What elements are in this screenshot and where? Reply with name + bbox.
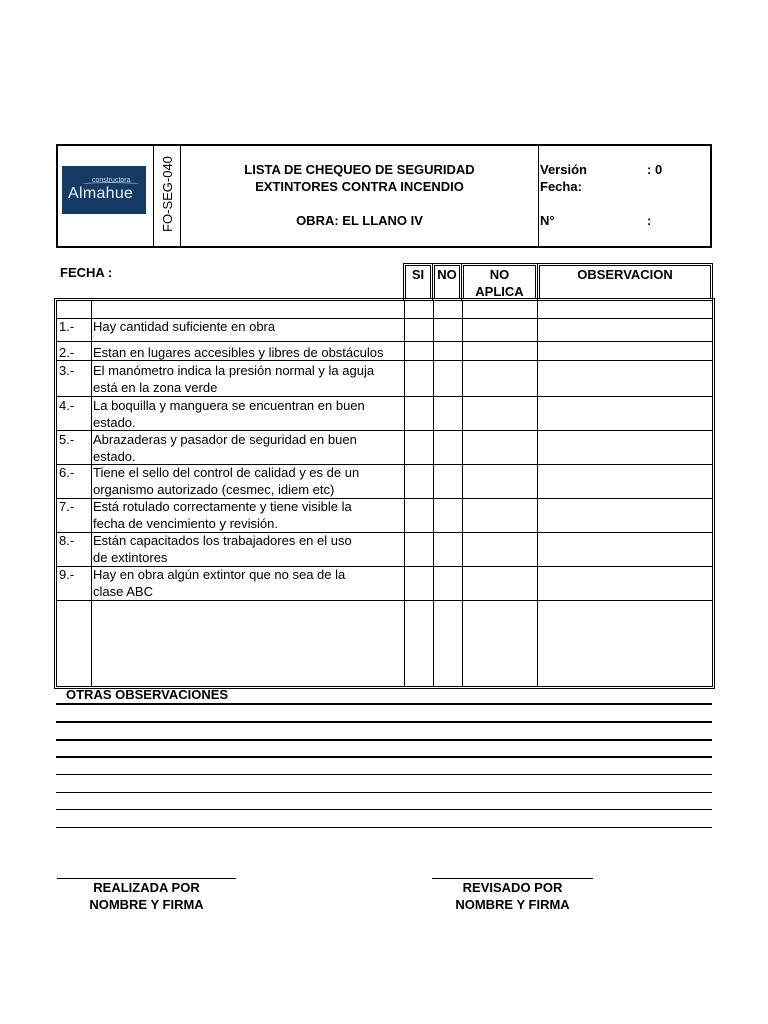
document-header [56,144,712,248]
column-header-row [56,264,713,300]
logo-big-text: Almahue [68,185,134,202]
version-label: Versión [540,162,587,177]
item-text-line1: El manómetro indica la presión normal y la aguja [93,363,375,378]
divider-si [433,301,434,686]
item-text-line1: Están capacitados los trabajadores en el uso [93,533,352,548]
version-value: : 0 [647,162,663,177]
fecha-header-label: Fecha: [540,179,582,194]
item-number: 9.- [59,567,75,582]
col-no-aplica-line2: APLICA [475,284,524,299]
logo-small-text: constructora [92,177,131,184]
doc-code-cell [154,146,181,246]
item-number: 1.- [59,319,75,334]
row-divider [57,600,712,601]
item-text-line1: Está rotulado correctamente y tiene visible la [93,499,352,514]
item-text [93,318,403,335]
item-number: 6.- [59,465,75,480]
observation-line [56,739,712,741]
divider-no [462,301,463,686]
observation-line [56,721,712,723]
item-text [93,431,403,465]
col-no-aplica-line1: NO [489,267,510,282]
col-no: NO [434,265,460,299]
item-text-line1: La boquilla y manguera se encuentran en buen [93,398,365,413]
item-text [93,344,403,361]
item-text [93,362,403,396]
item-number: 5.- [59,432,75,447]
signature-left-line2: NOMBRE Y FIRMA [89,897,204,912]
signature-right-line1: REVISADO POR [462,880,563,895]
col-observacion: OBSERVACION [539,265,711,299]
observation-line [56,756,712,758]
item-text-line1: Hay en obra algún extintor que no sea de la [93,567,346,582]
item-number: 3.- [59,363,75,378]
item-text-line2: fecha de vencimiento y revisión. [93,516,278,531]
item-text [93,464,403,498]
item-number: 7.- [59,499,75,514]
signature-right [432,879,593,913]
item-text [93,532,403,566]
title-cell [181,146,539,246]
observation-line [56,809,712,810]
logo-cell [58,146,154,246]
title-line2: EXTINTORES CONTRA INCENDIO [255,179,464,194]
item-text-line1: Hay cantidad suficiente en obra [93,319,276,334]
item-number: 4.- [59,398,75,413]
item-text-line2: estado. [93,449,136,464]
observation-line [56,703,712,705]
signature-left [57,879,236,913]
title-line1: LISTA DE CHEQUEO DE SEGURIDAD [244,162,475,177]
item-text [93,566,403,600]
item-text-line1: Tiene el sello del control de calidad y es de un [93,465,360,480]
observation-line [56,792,712,793]
item-text-line2: está en la zona verde [93,380,218,395]
numero-label: N° [540,213,555,228]
doc-code: FO-SEG-040 [160,156,175,232]
signature-left-line1: REALIZADA POR [93,880,200,895]
item-text-line1: Estan en lugares accesibles y libres de obstáculos [93,345,384,360]
item-text-line2: estado. [93,415,136,430]
col-si: SI [405,265,431,299]
divider-no-aplica [537,301,538,686]
item-text [93,397,403,431]
company-logo [62,166,146,214]
observation-line [56,774,712,775]
checklist-table [56,300,713,687]
signature-right-line2: NOMBRE Y FIRMA [455,897,570,912]
item-text [93,498,403,532]
item-text-line2: clase ABC [93,584,153,599]
otras-observaciones-title: OTRAS OBSERVACIONES [66,687,229,702]
row-divider [57,341,712,342]
fecha-label: FECHA : [60,265,113,280]
item-text-line2: organismo autorizado (cesmec, idiem etc) [93,482,335,497]
observation-line [56,827,712,828]
item-text-line1: Abrazaderas y pasador de seguridad en buen [93,432,357,447]
obra-label: OBRA: EL LLANO IV [296,213,423,228]
col-no-aplica [463,265,536,299]
numero-value: : [647,213,652,228]
item-number: 8.- [59,533,75,548]
divider-num [91,301,92,686]
divider-item [404,301,405,686]
item-number: 2.- [59,345,75,360]
item-text-line2: de extintores [93,550,168,565]
